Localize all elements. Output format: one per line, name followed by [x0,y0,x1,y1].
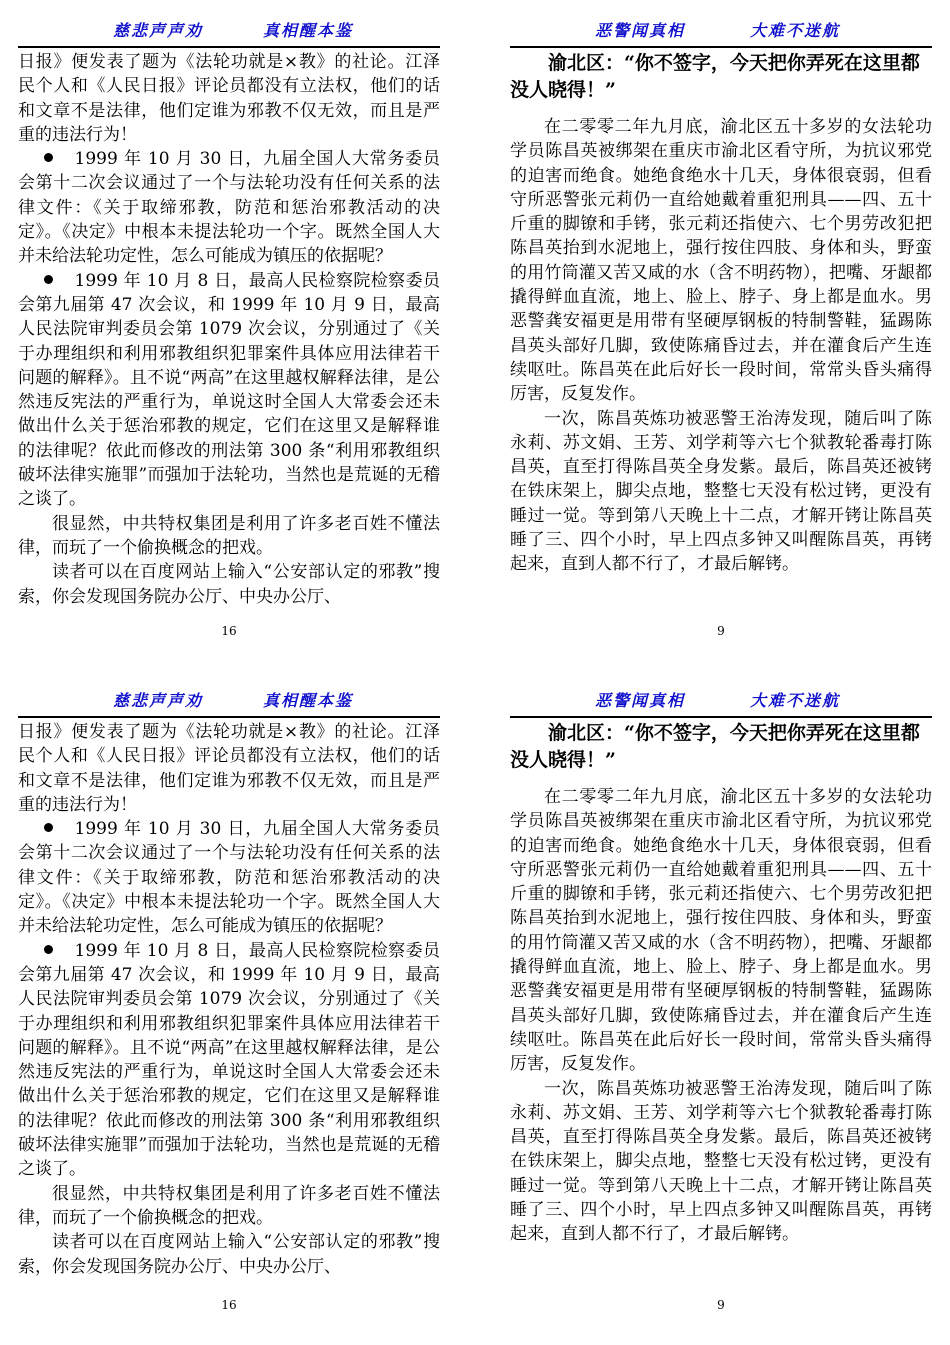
header-slogan-2: 真相醒本鉴 [263,21,354,40]
header-slogan-1: 慈悲声声劝 [113,21,204,40]
right-page-header [510,20,932,48]
page-number: 9 [717,624,725,638]
page-number: 16 [221,1298,237,1312]
paragraph: 日报》便发表了题为《法轮功就是×教》的社论。江泽民个人和《人民日报》评论员都没有立法权，他们的话和文章不是法律，他们定谁为邪教不仅无效，而且是严重的违法行为！ [18,722,440,815]
article-title: 渝北区：“你不签字，今天把你弄死在这里都没人晓得！” [510,722,920,771]
right-page-top [510,20,932,577]
bullet-icon [44,275,53,284]
left-page-bottom [18,690,440,1279]
paragraph: 读者可以在百度网站上输入“公安部认定的邪教”搜索，你会发现国务院办公厅、中央办公厅、 [18,1232,440,1277]
paragraph: 在二零零二年九月底，渝北区五十多岁的女法轮功学员陈昌英被绑架在重庆市渝北区看守所，为抗议邪党的迫害而绝食。她绝食绝水十几天，身体很衰弱，但看守所恶警张元莉仍一直给她戴着重犯刑具——四、五十斤重的脚镣和手铐，张元莉还指使六、七个男劳改犯把陈昌英抬到水泥地上，强行按住四肢、身体和头，野蛮的用竹筒灌又苦又咸的水（含不明药物），把嘴、牙龈都撬得鲜血直流，地上、脸上、脖子、身上都是血水。男恶警龚安福更是用带有坚硬厚钢板的特制警鞋，猛踢陈昌英头部好几脚，致使陈痛昏过去，并在灌食后产生连续呕吐。陈昌英在此后好长一段时间，常常头昏头痛得厉害，反复发作。 [510,117,932,405]
bullet-paragraph: 1999 年 10 月 30 日，九届全国人大常务委员会第十二次会议通过了一个与法轮功没有任何关系的法律文件：《关于取缔邪教，防范和惩治邪教活动的决定》。《决定》中根本未提法轮功一个字。既然全国人大并未给法轮功定性，怎么可能成为镇压的依据呢？ [18,149,440,267]
paragraph: 很显然，中共特权集团是利用了许多老百姓不懂法律，而玩了一个偷换概念的把戏。 [18,1183,440,1228]
paragraph: 很显然，中共特权集团是利用了许多老百姓不懂法律，而玩了一个偷换概念的把戏。 [18,513,440,558]
header-slogan-1: 恶警闻真相 [595,691,686,710]
header-slogan-1: 慈悲声声劝 [113,691,204,710]
right-page-header [510,690,932,718]
paragraph: 在二零零二年九月底，渝北区五十多岁的女法轮功学员陈昌英被绑架在重庆市渝北区看守所，为抗议邪党的迫害而绝食。她绝食绝水十几天，身体很衰弱，但看守所恶警张元莉仍一直给她戴着重犯刑具——四、五十斤重的脚镣和手铐，张元莉还指使六、七个男劳改犯把陈昌英抬到水泥地上，强行按住四肢、身体和头，野蛮的用竹筒灌又苦又咸的水（含不明药物），把嘴、牙龈都撬得鲜血直流，地上、脸上、脖子、身上都是血水。男恶警龚安福更是用带有坚硬厚钢板的特制警鞋，猛踢陈昌英头部好几脚，致使陈痛昏过去，并在灌食后产生连续呕吐。陈昌英在此后好长一段时间，常常头昏头痛得厉害，反复发作。 [510,787,932,1075]
header-slogan-2: 大难不迷航 [750,691,841,710]
bullet-icon [44,153,53,162]
bullet-paragraph: 1999 年 10 月 30 日，九届全国人大常务委员会第十二次会议通过了一个与法轮功没有任何关系的法律文件：《关于取缔邪教，防范和惩治邪教活动的决定》。《决定》中根本未提法轮功一个字。既然全国人大并未给法轮功定性，怎么可能成为镇压的依据呢？ [18,819,440,937]
bullet-paragraph: 1999 年 10 月 8 日，最高人民检察院检察委员会第九届第 47 次会议，和 1999 年 10 月 9 日，最高人民法院审判委员会第 1079 次会议，分别通过了《关于办理组织和利用邪教组织犯罪案件具体应用法律若干问题的解释》。且不说“两高”在这里越权解释法律，是公然违反宪法的严重行为，单说这时全国人大常委会还未做出什么关于惩治邪教的规定，它们在这里又是解释谁的法律呢？依此而修改的刑法第 300 条“利用邪教组织破坏法律实施罪”而强加于法轮功，当然也是荒诞的无稽之谈了。 [18,270,440,510]
right-page-bottom [510,690,932,1247]
page-number: 16 [221,624,237,638]
left-page-body [18,50,440,609]
right-page-body [510,720,932,1247]
left-page-top [18,20,440,609]
bullet-icon [44,823,53,832]
left-page-header [18,690,440,718]
paragraph: 日报》便发表了题为《法轮功就是×教》的社论。江泽民个人和《人民日报》评论员都没有立法权，他们的话和文章不是法律，他们定谁为邪教不仅无效，而且是严重的违法行为！ [18,52,440,145]
article-title: 渝北区：“你不签字，今天把你弄死在这里都没人晓得！” [510,52,920,101]
paragraph: 读者可以在百度网站上输入“公安部认定的邪教”搜索，你会发现国务院办公厅、中央办公厅、 [18,562,440,607]
bullet-icon [44,945,53,954]
header-slogan-2: 大难不迷航 [750,21,841,40]
header-slogan-2: 真相醒本鉴 [263,691,354,710]
page-number: 9 [717,1298,725,1312]
paragraph: 一次，陈昌英炼功被恶警王治涛发现，随后叫了陈永莉、苏文娟、王芳、刘学莉等六七个狱教轮番毒打陈昌英，直至打得陈昌英全身发紫。最后，陈昌英还被铐在铁床架上，脚尖点地，整整七天没有松过铐，更没有睡过一觉。等到第八天晚上十二点，才解开铐让陈昌英睡了三、四个小时，早上四点多钟又叫醒陈昌英，再铐起来，直到人都不行了，才最后解铐。 [510,408,932,575]
bullet-paragraph: 1999 年 10 月 8 日，最高人民检察院检察委员会第九届第 47 次会议，和 1999 年 10 月 9 日，最高人民法院审判委员会第 1079 次会议，分别通过了《关于办理组织和利用邪教组织犯罪案件具体应用法律若干问题的解释》。且不说“两高”在这里越权解释法律，是公然违反宪法的严重行为，单说这时全国人大常委会还未做出什么关于惩治邪教的规定，它们在这里又是解释谁的法律呢？依此而修改的刑法第 300 条“利用邪教组织破坏法律实施罪”而强加于法轮功，当然也是荒诞的无稽之谈了。 [18,940,440,1180]
paragraph: 一次，陈昌英炼功被恶警王治涛发现，随后叫了陈永莉、苏文娟、王芳、刘学莉等六七个狱教轮番毒打陈昌英，直至打得陈昌英全身发紫。最后，陈昌英还被铐在铁床架上，脚尖点地，整整七天没有松过铐，更没有睡过一觉。等到第八天晚上十二点，才解开铐让陈昌英睡了三、四个小时，早上四点多钟又叫醒陈昌英，再铐起来，直到人都不行了，才最后解铐。 [510,1078,932,1245]
header-slogan-1: 恶警闻真相 [595,21,686,40]
right-page-body [510,50,932,577]
left-page-body [18,720,440,1279]
left-page-header [18,20,440,48]
